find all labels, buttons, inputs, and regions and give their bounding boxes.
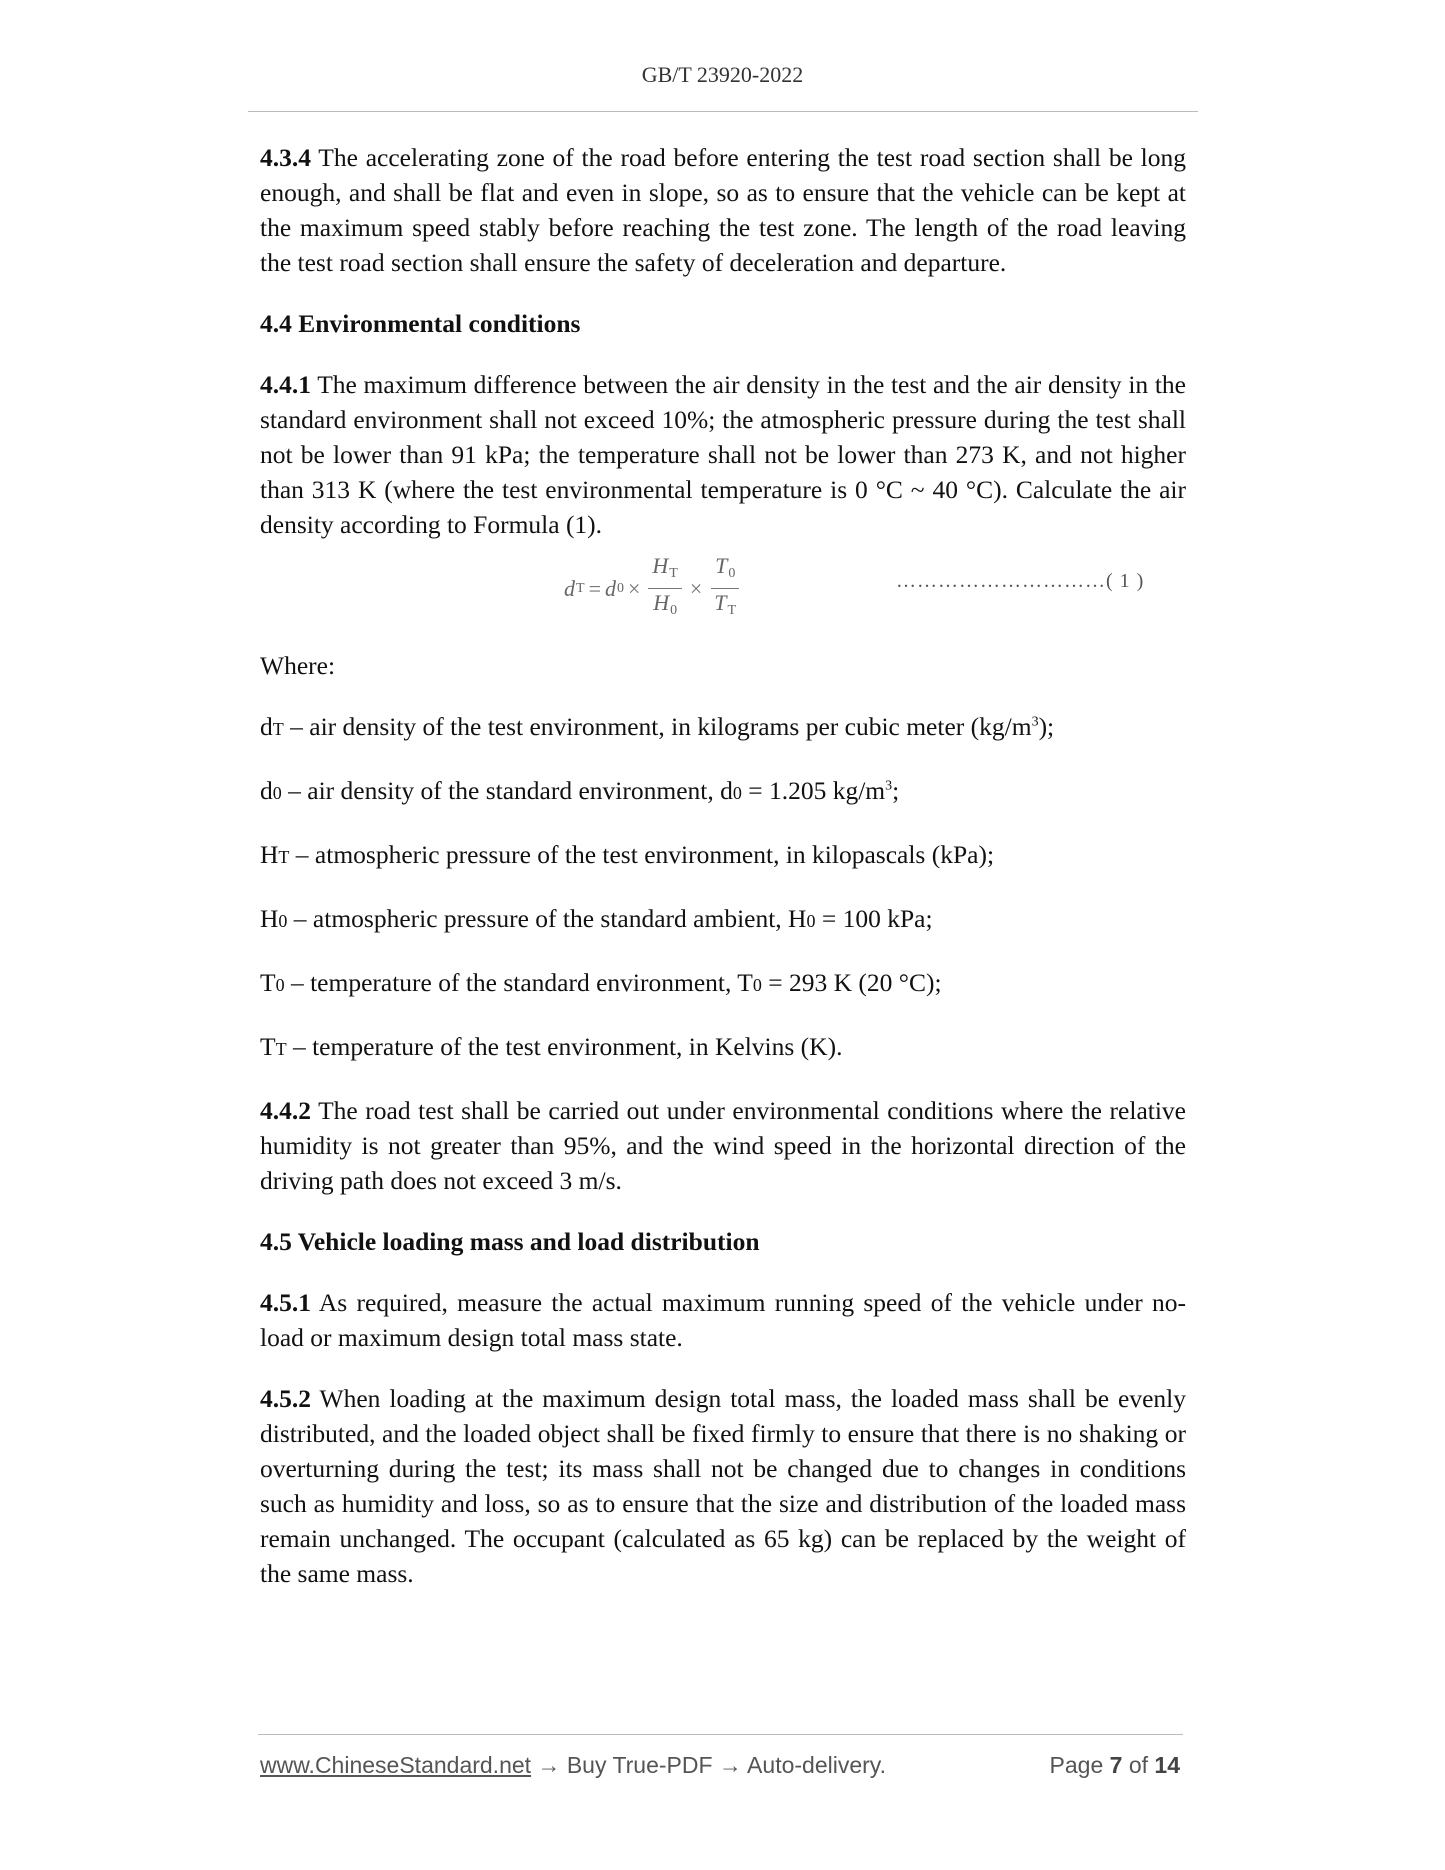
clause-4-5-2 bbox=[260, 1381, 1186, 1591]
def-text: – air density of the standard environment, d bbox=[281, 776, 733, 805]
formula-subscript: T bbox=[669, 566, 678, 581]
where-label: Where: bbox=[260, 651, 336, 680]
header-divider bbox=[248, 111, 1198, 112]
formula-1 bbox=[260, 542, 1186, 646]
formula-equals: = bbox=[588, 575, 601, 601]
def-text: – atmospheric pressure of the test environment, in kilopascals (kPa); bbox=[289, 840, 995, 869]
def-symbol: T bbox=[260, 968, 276, 997]
def-symbol: d bbox=[260, 776, 273, 805]
clause-number: 4.4.2 bbox=[260, 1096, 311, 1125]
section-heading-4-4: 4.4 Environmental conditions bbox=[260, 309, 581, 338]
definition-H0 bbox=[260, 901, 1186, 939]
def-subscript: 0 bbox=[278, 911, 288, 931]
def-symbol: H bbox=[260, 904, 279, 933]
page-footer bbox=[260, 1752, 1180, 1779]
def-subscript: 0 bbox=[732, 783, 742, 803]
formula-symbol: T bbox=[715, 553, 728, 578]
clause-number: 4.4.1 bbox=[260, 370, 311, 399]
def-subscript: 0 bbox=[752, 975, 762, 995]
formula-symbol: H bbox=[652, 553, 669, 578]
document-body bbox=[260, 140, 1186, 1591]
formula-subscript: T bbox=[576, 580, 585, 596]
clause-4-4-1 bbox=[260, 367, 1186, 542]
def-symbol: H bbox=[260, 840, 279, 869]
page-total: 14 bbox=[1154, 1752, 1180, 1778]
definition-d0 bbox=[260, 773, 1186, 811]
def-text: = 100 kPa; bbox=[815, 904, 933, 933]
def-tail: ; bbox=[892, 776, 900, 805]
formula-symbol: H bbox=[653, 590, 670, 615]
def-text: = 1.205 kg/m bbox=[741, 776, 886, 805]
clause-text: The accelerating zone of the road before entering the test road section shall be long enough, and shall be flat and even in slope, so as to ensure that the vehicle can be kept at the maximum speed stably before reaching the test zone. The length of the road leaving the test road section shall ensure the safety of deceleration and departure. bbox=[260, 143, 1186, 277]
formula-subscript: T bbox=[727, 603, 737, 618]
formula-symbol: d bbox=[564, 575, 575, 601]
definition-TT bbox=[260, 1029, 1186, 1067]
clause-4-5-1 bbox=[260, 1285, 1186, 1355]
page-current: 7 bbox=[1109, 1752, 1123, 1778]
def-subscript: 0 bbox=[275, 975, 285, 995]
temperature-fraction bbox=[710, 554, 740, 623]
def-text: – atmospheric pressure of the standard ambient, H bbox=[287, 904, 807, 933]
page-header: GB/T 23920-2022 bbox=[641, 62, 804, 87]
formula-subscript: 0 bbox=[728, 566, 736, 581]
def-subscript: T bbox=[275, 1039, 287, 1059]
def-superscript: 3 bbox=[1031, 714, 1039, 730]
clause-4-4-2 bbox=[260, 1093, 1186, 1198]
clause-number: 4.5.2 bbox=[260, 1384, 311, 1413]
page-indicator bbox=[1050, 1752, 1180, 1779]
def-subscript: 0 bbox=[806, 911, 816, 931]
def-subscript: 0 bbox=[272, 783, 282, 803]
def-superscript: 3 bbox=[885, 778, 893, 794]
clause-number: 4.5.1 bbox=[260, 1288, 311, 1317]
clause-4-3-4 bbox=[260, 140, 1186, 280]
formula-subscript: 0 bbox=[616, 580, 624, 596]
formula-number: …………………………( 1 ) bbox=[896, 570, 1145, 592]
def-tail: ); bbox=[1038, 712, 1055, 741]
formula-symbol: T bbox=[714, 590, 727, 615]
formula-symbol: d bbox=[604, 575, 616, 601]
clause-text: As required, measure the actual maximum running speed of the vehicle under no-load or maximum design total mass state. bbox=[260, 1288, 1186, 1352]
formula-times: × bbox=[689, 575, 703, 601]
air-density-formula bbox=[564, 554, 744, 623]
def-text: = 293 K (20 °C); bbox=[761, 968, 942, 997]
footer-tagline: → Buy True-PDF → Auto-delivery. bbox=[531, 1752, 886, 1778]
formula-times: × bbox=[627, 575, 641, 601]
def-subscript: T bbox=[278, 847, 290, 867]
def-text: – temperature of the standard environment, T bbox=[284, 968, 753, 997]
formula-subscript: 0 bbox=[670, 603, 678, 618]
def-subscript: T bbox=[272, 719, 284, 739]
clause-text: When loading at the maximum design total mass, the loaded mass shall be evenly distributed, and the loaded object shall be fixed firmly to ensure that there is no shaking or overturning during the test; its mass shall not be changed due to changes in conditions such as humidity and loss, so as to ensure that the size and distribution of the loaded mass remain unchanged. The occupant (calculated as 65 kg) can be replaced by the weight of the same mass. bbox=[260, 1384, 1186, 1588]
footer-divider bbox=[258, 1734, 1183, 1735]
definition-dT bbox=[260, 709, 1186, 747]
clause-text: The road test shall be carried out under environmental conditions where the relative humidity is not greater than 95%, and the wind speed in the horizontal direction of the driving path does not exceed 3 m/s. bbox=[260, 1096, 1186, 1195]
section-heading-4-5: 4.5 Vehicle loading mass and load distribution bbox=[260, 1227, 760, 1256]
of-label: of bbox=[1122, 1752, 1155, 1778]
def-symbol: T bbox=[260, 1032, 276, 1061]
def-text: – air density of the test environment, in kilograms per cubic meter (kg/m bbox=[283, 712, 1032, 741]
clause-text: The maximum difference between the air density in the test and the air density in the standard environment shall not exceed 10%; the atmospheric pressure during the test shall not be lower than 91 kPa; the temperature shall not be lower than 273 K, and not higher than 313 K (where the test environmental temperature is 0 °C ~ 40 °C). Calculate the air density according to Formula (1). bbox=[260, 370, 1186, 539]
definition-T0 bbox=[260, 965, 1186, 1003]
definition-HT bbox=[260, 837, 1186, 875]
website-link[interactable]: www.ChineseStandard.net bbox=[260, 1752, 532, 1778]
def-symbol: d bbox=[260, 712, 273, 741]
def-text: – temperature of the test environment, in Kelvins (K). bbox=[286, 1032, 843, 1061]
pressure-fraction bbox=[648, 554, 681, 623]
page-label: Page bbox=[1049, 1752, 1110, 1778]
clause-number: 4.3.4 bbox=[260, 143, 311, 172]
